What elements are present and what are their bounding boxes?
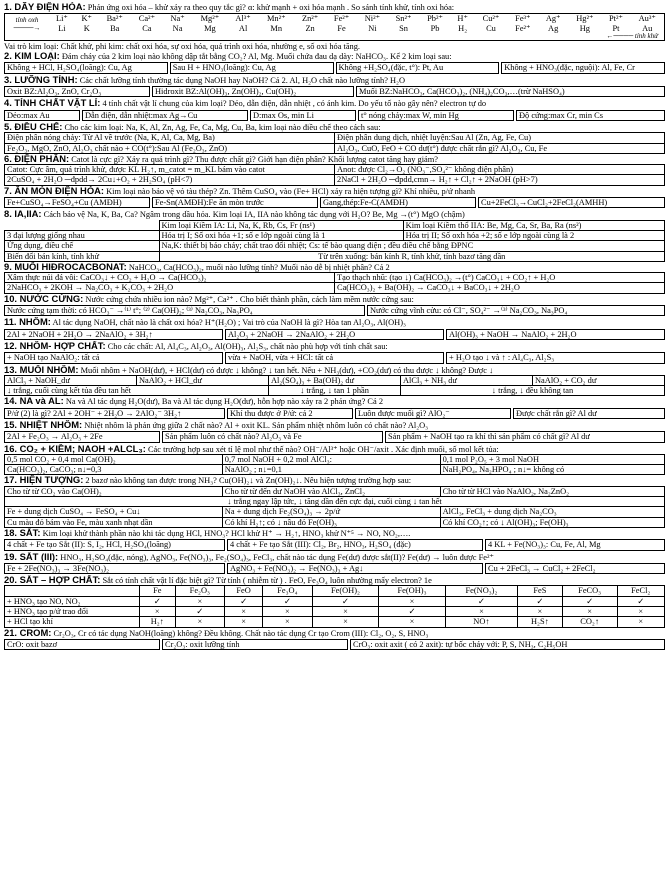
cell: D:max Os, min Li [250,110,356,121]
table-cell: ✓ [263,596,313,606]
arrow-label-top: tính oxh [15,15,39,24]
section-title: 2. KIM LOẠI: [4,51,60,62]
cell: Cu + 2FeCl₃ → CuCl₂ + 2FeCl₂ [485,563,665,574]
cell: Fe + 2Fe(NO₃)₃ → 3Fe(NO₃)₂ [4,563,225,574]
cell: Na,K: thiết bị báo cháy; chất trao đổi nhiệt; Cs: tế bào quang điện ; đều điều chế bằng ĐPNC [159,241,665,251]
ions-row [49,14,664,23]
table-cell: ✓ [175,607,225,617]
table-cell: × [225,607,263,617]
electrochemical-series-table [4,13,665,41]
metal-cell: Cu [486,23,496,33]
table-cell: × [263,617,313,627]
cell: Kim loại Kiềm thổ IIA: Be, Mg, Ca, Sr, Ba, Ra (ns²) [403,220,664,230]
table-cell: × [379,617,446,627]
ion-cell: Na⁺ [170,14,185,24]
section-question: Kim loại khử thành phần nào khi tác dụng HCl, HNO₃? HCl khử H⁺ → H₂↑, HNO₃ khử N⁺⁵ → NO, NO₂,…. [42,528,411,538]
cell: 0,7 mol NaOH + 0,2 mol AlCl₃: [222,454,440,464]
section-question: NaHCO₃, Ca(HCO₃)₂, muối nào lưỡng tính? Muối nào dễ bị nhiệt phân? Cả 2 [128,262,390,272]
cell: Kim loại Kiềm IA: Li, Na, K, Rb, Cs, Fr (ns¹) [159,220,403,230]
table-cell: + HCl tạo khí [5,617,140,627]
section-question: Phản ứng oxi hóa – khử xảy ra theo quy tắc gì? α: khử mạnh + oxi hóa mạnh . So sánh tính khử, tính oxi hóa: [87,3,455,12]
cell: ↓ trắng, cuối cùng kết tủa đều tan hết [5,386,269,396]
cell: CrO₃: oxit axit ( có 2 axit): tự bốc cháy với: P, S, NH₃, C₂H₅OH [350,639,665,650]
ion-metal-pairs [49,14,664,33]
ion-cell: Ca²⁺ [138,14,155,24]
cell: 2CuSO₄ + 2H₂O ─đpdd→ 2Cu↓+O₂ + 2H₂SO₄ (pH<7) [5,175,335,185]
metal-cell: Mn [270,23,283,33]
column-header: FeS [518,586,563,596]
cell: Al₂O₃ + 2NaOH → 2NaAlO₂ + 2H₂O [225,329,444,340]
section-4-physical-properties [4,98,665,121]
cell: P/ứ (2) là gì? 2Al + 2OH⁻ + 2H₂O → 2AlO₂⁻ 3H₂↑ [4,408,225,419]
cell: Có khí H₂↑; có ↓ nâu đỏ Fe(OH)₃ [222,517,440,527]
cell: Fe-Sn(AMĐH):Fe ăn mòn trước [152,197,318,208]
table-cell: × [562,607,617,617]
metal-cell: Fe [337,23,346,33]
table-cell: × [140,607,176,617]
section-title: 5. ĐIỀU CHẾ: [4,121,63,132]
cell: Anot: được Cl₂→O₂ (NO₃⁻,SO₄²⁻ không điện phân) [335,165,665,175]
cell: 0,1 mol P₂O₅ + 3 mol NaOH [440,454,664,464]
section-question: Nhiệt nhôm là phản ứng giữa 2 chất nào? Al + oxit KL. Sản phẩm nhiệt nhôm luôn có chất nào? Al₂O₃ [84,420,429,430]
table-cell: × [175,596,225,606]
cell: Điện phân nóng chảy: Từ Al về trước (Na, K, Al, Ca, Mg, Ba) [5,133,335,143]
section-question: Cho các kim loại: Na, K, Al, Zn, Ag, Fe, Ca, Mg, Cu, Ba, kim loại nào điều chế theo cách sau: [64,122,381,132]
section-19-iron-iii [4,552,665,575]
metal-cell: Mg [204,23,216,33]
table-cell: + HNO₃ tạo p/ứ trao đổi [5,607,140,617]
section-question: Cách bảo vệ Na, K, Ba, Ca? Ngâm trong dầu hỏa. Kim loại IA, IIA nào không tác dụng với H₂O? Be, Mg →(t°) MgO (chậm) [43,210,465,220]
cell: vừa + NaOH, vừa + HCl: tất cả [225,352,444,363]
section-question: Al tác dụng NaOH, chất nào là chất oxi hóa? H⁺(H₂O) ; Vai trò của NaOH là gì? Hòa tan Al₂O₃, Al(OH)₃ [52,318,406,328]
section-question: Nước cứng chứa nhiều ion nào? Mg²⁺, Ca²⁺ . Cho biết thành phần, cách làm mềm nước cứng sau: [85,294,414,304]
cell: Fe₂O₃, MgO, ZnO, Al₂O₃ chất nào + CO(t°):Sau Al (Fe₂O₃, ZnO) [5,143,335,153]
cell: Có khí CO₂↑; có ↓ Al(OH)₃; Fe(OH)₃ [440,517,664,527]
cell: Ca(HCO₃)₂ + Ba(OH)₂ → CaCO₃↓ + BaCO₃↓ + 2H₂O [335,283,665,293]
section-16-co2-alkali [4,444,665,476]
section-title: 18. SẮT: [4,527,41,538]
section-question: Sắt có tính chất vật lí đặc biệt gì? Từ tính ( nhiễm từ ) . FeO, Fe₃O₄ luôn nhường mấy electron? 1e [102,576,432,586]
cell: Oxit BZ:Al₂O₃, ZnO, Cr₂O₃ [4,86,150,97]
ion-cell: Pt²⁺ [609,14,623,24]
cell: Không + HCl, H₂SO₄(loãng): Cu, Ag [4,62,168,73]
ion-cell: Hg²⁺ [576,14,594,24]
section-13-aluminium-salts [4,365,665,397]
metals-row [49,24,664,33]
cell: Muối BZ:NaHCO₃, Ca(HCO₃)₂, (NH₄)₂CO₃,…(trừ NaHSO₄) [356,86,665,97]
cell: t° nóng chảy:max W, min Hg [358,110,514,121]
cell: 2Al + Fe₂O₃ → Al₂O₃ + 2Fe [4,431,160,442]
cell: 2Al + 2NaOH + 2H₂O → 2NaAlO₂ + 3H₂↑ [4,329,223,340]
table-cell: ✓ [562,596,617,606]
column-header: Fe₃O₄ [263,586,313,596]
table-cell: × [263,607,313,617]
section-question: 2 bazơ nào không tan được trong NH₃? Cu(OH)₂↓ và Zn(OH)₂↓. Nêu hiện tượng trường hợp sau: [85,476,412,486]
section-17-phenomena [4,475,665,527]
cell: 0,5 mol CO₂ + 0,4 mol Ca(OH)₂ [5,454,223,464]
metal-cell: Ni [368,23,377,33]
section-title: 10. NƯỚC CỨNG: [4,293,84,304]
section-18-iron [4,528,665,551]
cell [5,220,160,230]
column-header: Fe(NO₃)₂ [445,586,517,596]
cell: 2NaCl + 2H₂O ─đpdd,cmn→ H₂↑ + Cl₂↑ + 2NaOH (pH>7) [335,175,665,185]
metal-cell: Sn [399,23,408,33]
cell: AlCl₃, FeCl₃ + dung dịch Na₂CO₃ [440,507,664,517]
cell: Hóa trị I; Số oxi hóa +1; số e lớp ngoài cùng là 1 [159,230,403,240]
table-cell: × [312,607,379,617]
ion-cell: Al³⁺ [235,14,251,24]
section-note: Vai trò kim loại: Chất khử, phi kim: chất oxi hóa, sự oxi hóa, quá trình oxi hóa, nhường e, số oxi hóa tăng. [4,41,361,51]
section-10-hard-water [4,294,665,317]
cell: 3 đại lượng giống nhau [5,230,160,240]
ion-cell: Cu²⁺ [482,14,500,24]
section-1-electrochemical-series [4,2,665,51]
cell: Fe + dung dịch CuSO₄ → FeSO₄ + Cu↓ [5,507,223,517]
ion-cell: Au³⁺ [638,14,656,24]
cell: Cr₂O₃: oxit lưỡng tính [162,639,348,650]
cell: Không + HNO₃(đặc, nguội): Al, Fe, Cr [501,62,665,73]
table-cell: ✓ [225,596,263,606]
section-2-metals [4,51,665,74]
table-row [5,607,665,617]
section-title: 7. ĂN MÒN ĐIỆN HÓA: [4,185,105,196]
cell: ↓ trắng ngay lập tức, ↓ tăng dần đến cực đại, cuối cùng ↓ tan hết [5,497,665,507]
section-21-chromium [4,628,665,651]
cell: 4 chất + Fe tạo Sắt (II): S, I₂, HCl, H₂SO₄(loãng) [4,539,225,550]
table-cell: ✓ [140,596,176,606]
cell: Ứng dụng, điều chế [5,241,160,251]
cell: Cu màu đỏ bám vào Fe, màu xanh nhạt dần [5,517,223,527]
cell: Nước cứng tạm thời: có HCO₃⁻ →⁽¹⁾ t°; ⁽²⁾ Ca(OH)₂; ⁽³⁾ Na₂CO₃, Na₃PO₄ [4,305,365,316]
cell: NaH₂PO₄, Na₂HPO₄ ; n↓= không có [440,465,664,475]
bicarbonate-table [4,272,665,294]
table-cell: × [312,617,379,627]
ion-cell: Sn²⁺ [395,14,412,24]
section-15-thermite [4,420,665,443]
table-cell: × [617,607,664,617]
table-cell: H₂S↑ [518,617,563,627]
section-question: Đám cháy của 2 kim loại nào không dập tắt bằng CO₂? Al, Mg. Muối chứa đau dạ dày: NaHCO₃. Kể 2 kim loại sau: [61,52,452,62]
section-question: Các trường hợp sau xét tỉ lệ mol như thế nào? OH⁻/Al³⁺ hoặc OH⁻/axit . Xác định muối, số mol kết tủa: [147,444,499,454]
table-cell: NO↑ [445,617,517,627]
section-title: 16. CO₂ + KIỀM; NAOH +ALCL₃: [4,443,146,454]
section-title: 15. NHIỆT NHÔM: [4,419,83,430]
ion-cell: Fe²⁺ [333,14,350,24]
metal-cell: Zn [305,23,315,33]
table-cell: × [518,607,563,617]
preparation-table [4,132,665,154]
metal-cell: Na [172,23,183,33]
table-cell: H₂↑ [140,617,176,627]
ion-cell: Zn²⁺ [301,14,319,24]
table-row [5,596,665,606]
table-cell: ✓ [617,596,664,606]
cell: Catot: Cực âm, quá trình khử, được KL H₂↑, m_catot = m_KL bám vào catot [5,165,335,175]
section-title: 3. LƯỠNG TÍNH: [4,74,78,85]
metal-cell: Al [238,23,248,33]
section-question: HNO₃, H₂SO₄(đặc, nóng), AgNO₃, Fe(NO₃)₃, Fe₂(SO₄)₃, FeCl₃, chất nào tác dụng Fe(dư) được sắt(II)? Fe(dư) → luôn được Fe²⁺ [60,552,494,562]
section-question: 4 tính chất vật lí chung của kim loại? Dẻo, dẫn điện, dẫn nhiệt , có ánh kim. Do yếu tố nào gây nên? electron tự do [102,99,487,109]
oxidizing-arrow: tính oxh ────→ [13,15,41,32]
metal-cell: Au [642,23,653,33]
cell: Fe+CuSO₄→FeSO₄+Cu (AMĐH) [4,197,150,208]
section-11-aluminium [4,317,665,340]
cell: ↓ trắng, ↓ tan 1 phần [269,386,401,396]
section-5-preparation [4,122,665,154]
section-title: 9. MUỐI HIĐROCACBONAT: [4,261,127,272]
ion-cell: Ba²⁺ [106,14,123,24]
cell: Al₂(SO₄)₃ + Ba(OH)₂ dư [269,375,401,385]
column-header: Fe₂O₃ [175,586,225,596]
metal-cell: Pt [612,23,620,33]
cell: 2NaHCO₃ + 2KOH → Na₂CO₃ + K₂CO₃ + 2H₂O [5,283,335,293]
metal-cell: Ag [548,23,559,33]
cell: 4 KL + Fe(NO₃)₃: Cu, Fe, Al, Mg [485,539,665,550]
arrow-label-bottom: tính khử [634,31,658,40]
column-header: Fe(OH)₂ [312,586,379,596]
ion-cell: H⁺ [457,14,468,24]
cell: Dẻo:max Au [4,110,80,121]
column-header: Fe [140,586,176,596]
cell: Na + dung dịch Fe₂(SO₄)₃ → 2p/ứ [222,507,440,517]
cell: Nước cứng vĩnh cửu: có Cl⁻, SO₄²⁻ →⁽³⁾ Na₂CO₃, Na₃PO₄ [367,305,665,316]
table-cell: CO₂↑ [562,617,617,627]
ion-cell: Ag⁺ [545,14,561,24]
electrolysis-table [4,164,665,186]
section-title: 13. MUỐI NHÔM: [4,364,79,375]
section-question: Muối nhôm + NaOH(dư), + HCl(dư) có được ↓ không? ↓ tan hết. Nếu + NH₃(dư), +CO₂(dư) có thu được ↓ không? Được ↓ [80,365,494,375]
column-header [5,586,140,596]
table-cell: ✓ [379,607,446,617]
metal-cell: Li [58,23,66,33]
section-title: 12. NHÔM- HỢP CHẤT: [4,340,106,351]
section-9-bicarbonate [4,262,665,294]
section-title: 21. CROM: [4,627,52,638]
cell: Hóa trị II; Số oxh hóa +2; số e lớp ngoài cùng là 2 [403,230,664,240]
ion-cell: Mn²⁺ [266,14,286,24]
cell: 4 chất + Fe tạo Sắt (III): Cl₂, Br₂, HNO₃, H₂SO₄ (đặc) [227,539,483,550]
section-title: 20. SẮT – HỢP CHẤT: [4,575,101,586]
ion-cell: Pb²⁺ [427,14,443,24]
cell: Sau H + HNO₃(loãng): Cu, Ag [170,62,334,73]
alkali-table [4,220,665,262]
cell: Độ cứng:max Cr, min Cs [516,110,665,121]
cell: NaAlO₂ + HCl_dư [137,375,269,385]
cell: Al₂O₃, CuO, FeO + CO dư(t°) được chất rắn gì? Al₂O₃, Cu, Fe [335,143,665,153]
table-cell: ✓ [312,596,379,606]
cell: CrO: oxit bazơ [4,639,160,650]
metal-cell: K [83,23,90,33]
cell: Điện phân dung dịch, nhiệt luyện:Sau Al (Zn, Ag, Fe, Cu) [335,133,665,143]
cell: + H₂O tạo ↓ và ↑ : Al₄C₃, Al₂S₃ [446,352,665,363]
header-row [5,586,665,596]
aluminium-salts-table [4,375,665,397]
cell: Hidroxit BZ:Al(OH)₃, Zn(OH)₂, Cu(OH)₂ [152,86,354,97]
cell: Ca(HCO₃)₂, CaCO₃; n↓=0,3 [5,465,223,475]
ion-cell: Li⁺ [55,14,68,24]
section-question: Na và Al tác dụng H₂O(dư), Ba và Al tác dụng H₂O(dư), hỗn hợp nào xảy ra 2 phản ứng? Cả 2 [65,397,384,407]
cell: Gang,thép:Fe-C(AMĐH) [320,197,476,208]
cell: Khí thu được ở P/ứ: cả 2 [227,408,353,419]
cell: Không +H₂SO₄(đặc, t°): Pt, Au [336,62,500,73]
table-cell: × [225,617,263,627]
metal-cell: H₂ [458,23,468,33]
cell: Tạo thạch nhũ: (tạo ↓) Ca(HCO₃)₂ →(t°) CaCO₃↓ + CO₂↑ + H₂O [335,273,665,283]
metal-cell: Pb [430,23,440,33]
section-title: 4. TÍNH CHẤT VẬT LÍ: [4,98,101,109]
table-cell: ✓ [445,596,517,606]
cell: Luôn được muối gì? AlO₂⁻ [355,408,511,419]
section-question: Các chất lưỡng tính thường tác dụng NaOH hay NaOH? Cả 2. Al, H₂O chất nào lưỡng tính? H₂O [79,75,406,85]
section-3-amphoteric [4,75,665,98]
section-question: Catot là cực gì? Xảy ra quá trình gì? Thu được chất gì? Giới hạn điện phân? Khối lượng catot tăng hay giảm? [71,154,438,164]
cell: NaAlO₂ ; n↓=0,1 [222,465,440,475]
table-cell: × [175,617,225,627]
cell: Xâm thực núi đá vôi: CaCO₃↓ + CO₂ + H₂O → Ca(HCO₃)₂ [5,273,335,283]
cell: Biến đổi bán kính, tính khử [5,251,160,261]
cell: Cu+2FeCl₃→CuCl₂+2FeCl₂(AMHH) [478,197,665,208]
metal-cell: Fe²⁺ [515,23,531,33]
metal-cell: Ca [142,23,152,33]
cell: Sản phẩm luôn có chất nào? Al₂O₃ và Fe [162,431,383,442]
cell: Từ trên xuống: bán kính R, tính khử, tính bazơ tăng dần [159,251,665,261]
section-title: 11. NHÔM: [4,317,51,328]
table-cell: × [617,617,664,627]
cell: ↓ trắng, ↓ đều không tan [401,386,665,396]
cell: NaAlO₂ + CO₂ dư [533,375,665,385]
section-question: Cr₂O₃, Cr có tác dụng NaOH(loãng) không? Đều không. Chất nào tác dụng Cr tạo Crom (III): Cl₂, O₂, S, HNO₃ [53,628,429,638]
ion-cell: K⁺ [81,14,92,24]
cell: Cho từ từ HCl vào NaAlO₂, Na₂ZnO₂ [440,486,664,496]
section-6-electrolysis [4,154,665,186]
cell: AgNO₃ + Fe(NO₃)₂ → Fe(NO₃)₃ + Ag↓ [227,563,483,574]
section-question: Kim loại nào bảo vệ vỏ tàu thép? Zn. Thêm CuSO₄ vào (Fe+ HCl) xảy ra hiện tượng gì? Khí nhiều, p/ứ nhanh [106,186,476,196]
cell: AlCl₃ + NH₃ dư [401,375,533,385]
section-title: 17. HIỆN TƯỢNG: [4,475,84,486]
section-title: 8. IA,IIA: [4,209,42,220]
section-question: Cho các chất: Al, Al₄C₃, Al₂O₃, Al(OH)₃, Al₂S₃, chất nào phù hợp với tính chất sau: [107,341,388,351]
section-title: 6. ĐIỆN PHÂN: [4,153,70,164]
cell: Sản phẩm + NaOH tạo ra khí thì sản phẩm có chất gì? Al dư [385,431,665,442]
cell: Cho từ từ đến dư NaOH vào AlCl₃, ZnCl₂ [222,486,440,496]
reducing-arrow: ←──── tính khử [606,31,658,40]
table-row [5,617,665,627]
ratio-table [4,454,665,476]
cell: + NaOH tạo NaAlO₂: tất cả [4,352,223,363]
table-cell: × [379,596,446,606]
cell: Cho từ từ CO₂ vào Ca(OH)₂ [5,486,223,496]
cell: Dẫn điện, dẫn nhiệt:max Ag→Cu [82,110,248,121]
metal-cell: Hg [579,23,590,33]
ion-cell: Mg²⁺ [200,14,220,24]
ion-cell: Fe³⁺ [515,14,531,24]
cell: Al(OH)₃ + NaOH → NaAlO₂ + 2H₂O [446,329,665,340]
column-header: FeO [225,586,263,596]
column-header: FeCl₂ [617,586,664,596]
cell: Được chất rắn gì? Al dư [513,408,665,419]
section-14-na-and-al [4,396,665,419]
section-title: 19. SẮT (III): [4,551,59,562]
section-20-iron-compounds [4,575,665,627]
section-12-aluminium-compounds [4,341,665,364]
ion-cell: Ni²⁺ [364,14,381,24]
metal-cell: Ba [110,23,120,33]
table-cell: × [445,607,517,617]
iron-compounds-table [4,585,665,627]
section-title: 14. NA và AL: [4,396,64,407]
column-header: FeCO₃ [562,586,617,596]
section-7-corrosion [4,186,665,209]
section-title: 1. DÃY ĐIỆN HÓA: [4,2,86,12]
table-cell: + HNO₃ tạo NO, NO₂ [5,596,140,606]
column-header: Fe(OH)₃ [379,586,446,596]
table-cell: ✓ [518,596,563,606]
phenomena-table [4,486,665,528]
cell: AlCl₃ + NaOH_dư [5,375,137,385]
section-8-group-ia-iia [4,209,665,261]
